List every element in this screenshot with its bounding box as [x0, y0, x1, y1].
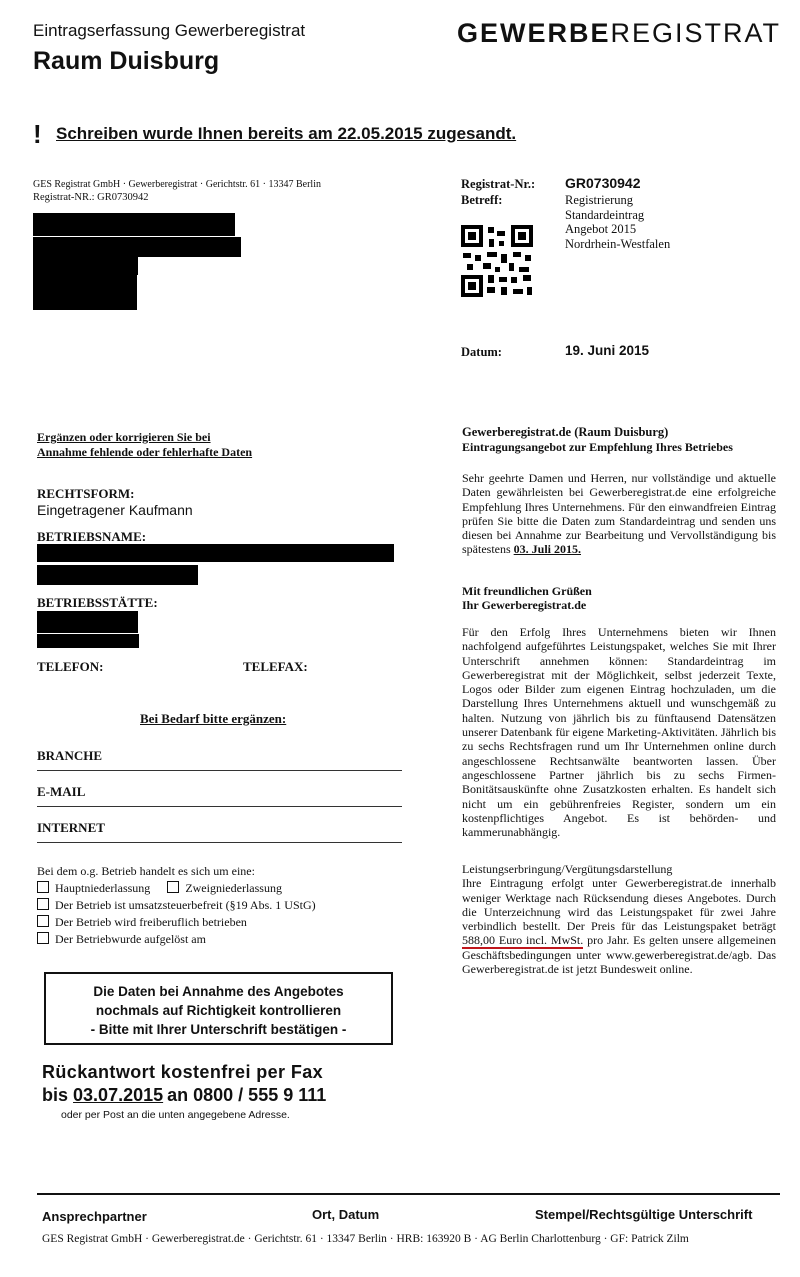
- company-footer: GES Registrat GmbH · Gewerberegistrat.de · Gerichtstr. 61 · 13347 Berlin · HRB: 163920 B · AG Berlin Charlottenburg · GF: Patrick Zilm: [42, 1233, 689, 1245]
- verify-line-2: nochmals auf Richtigkeit kontrollieren: [95, 1003, 342, 1018]
- correct-instruction-2: Annahme fehlende oder fehlerhafte Daten: [37, 445, 253, 459]
- fax-deadline: 03.07.2015: [73, 1085, 164, 1105]
- correct-instruction-1: Ergänzen oder korrigieren Sie bei: [37, 430, 211, 444]
- fax-number-line: [42, 1085, 326, 1106]
- sender-registrat-nr: Registrat-NR.: GR0730942: [33, 192, 149, 203]
- letter-paragraph-2: Für den Erfolg Ihres Unternehmens bieten wir Ihnen nachfolgend aufgeführtes Leistungspaket, welches Sie mit Ihrer Unterschrift annehmen können: Standardeintrag im Gewerberegistrat mit der Möglichkeit, selbst jederzeit Texte, Logos oder Bilder zum eigenen Eintrag hochzuladen, um die Darstellung Ihres Unternehmens aktuell und wunschgemäß zu halten. Nutzung von jährlich bis zu fünftausend Datensätzen unserer Datenbank für eigene Marketing-Aktivitäten. Jährlich bis zu sechs Rechtsfragen rund um Ihr Unternehmen online durch angeschlossene Rechtsanwälte beantworten lassen. Über angeschlossene Partner jährlich bis zu sechs Firmen-Bonitätsauskünfte ohne Zusatzkosten erhalten. Es handelt sich nicht um ein gebührenfreies Register, sondern um ein kostenpflichtiges Angebot. Es ist behörden- und kammerunabhängig.: [462, 625, 776, 840]
- redacted-address-4: [33, 275, 137, 310]
- price-highlight: 588,00 Euro incl. MwSt.: [462, 933, 584, 948]
- redacted-betriebsname-2: [37, 565, 198, 585]
- zweigniederlassung-label: Zweigniederlassung: [185, 881, 282, 895]
- ort-datum-label: Ort, Datum: [312, 1207, 380, 1222]
- form-subtitle: Eintragserfassung Gewerberegistrat: [33, 21, 306, 40]
- hauptniederlassung-label: Hauptniederlassung: [55, 881, 151, 895]
- brand-logo: [457, 18, 781, 49]
- letter-heading-2: Eintragungsangebot zur Empfehlung Ihres Betriebes: [462, 440, 733, 454]
- letter-deadline: 03. Juli 2015.: [513, 542, 581, 557]
- betreff-line: Registrierung: [565, 193, 634, 207]
- datum-label: Datum:: [461, 345, 502, 359]
- notice-text: Schreiben wurde Ihnen bereits am 22.05.2015 zugesandt.: [56, 124, 517, 143]
- leistung-text: Ihre Eintragung erfolgt unter Gewerberegistrat.de innerhalb weniger Werktage nach Rücksendung dieses Angebotes. Durch die Unterzeichnung wird das Leistungspaket für zwei Jahre verbindlich bestellt. Der Preis für das Leistungspaket beträgt: [462, 876, 776, 934]
- steuerfrei-checkbox[interactable]: [37, 898, 49, 910]
- redacted-betriebsstaette-2: [37, 634, 139, 648]
- letter-paragraph-3: [462, 862, 776, 976]
- rechtsform-label: RECHTSFORM:: [37, 486, 135, 501]
- verify-data-box: [44, 972, 393, 1045]
- ansprechpartner-label: Ansprechpartner: [42, 1209, 147, 1224]
- greeting-2: Ihr Gewerberegistrat.de: [462, 598, 587, 612]
- signature-line[interactable]: [37, 1193, 780, 1195]
- redacted-address-3: [33, 257, 138, 275]
- internet-label: INTERNET: [37, 820, 105, 835]
- email-line[interactable]: [37, 806, 402, 807]
- telefax-label: TELEFAX:: [243, 659, 308, 674]
- betreff-line: Angebot 2015: [565, 222, 637, 236]
- redacted-address-2: [33, 237, 241, 257]
- letter-paragraph-1: [462, 471, 776, 557]
- freiberuflich-checkbox[interactable]: [37, 915, 49, 927]
- freiberuflich-label: Der Betrieb wird freiberuflich betrieben: [55, 915, 247, 929]
- steuerfrei-row: [37, 898, 316, 913]
- stempel-label: Stempel/Rechtsgültige Unterschrift: [535, 1207, 753, 1222]
- fax-post-note: oder per Post an die unten angegebene Adresse.: [61, 1109, 290, 1121]
- betriebsstaette-label: BETRIEBSSTÄTTE:: [37, 595, 158, 610]
- redacted-betriebsstaette-1: [37, 611, 138, 633]
- leistung-title: Leistungserbringung/Vergütungsdarstellung: [462, 862, 673, 876]
- internet-line[interactable]: [37, 842, 402, 843]
- registrat-nr-label: Registrat-Nr.:: [461, 177, 536, 191]
- registrat-nr-value: GR0730942: [565, 175, 641, 191]
- region-title: Raum Duisburg: [33, 47, 220, 75]
- betreff-line: Standardeintrag: [565, 207, 645, 222]
- brand-light: REGISTRAT: [610, 18, 782, 48]
- brand-bold: GEWERBE: [457, 18, 611, 48]
- betreff-label: Betreff:: [461, 193, 503, 207]
- redacted-address-1: [33, 213, 235, 236]
- fax-heading: Rückantwort kostenfrei per Fax: [42, 1062, 324, 1082]
- letter-heading-1: Gewerberegistrat.de (Raum Duisburg): [462, 425, 669, 439]
- rechtsform-value: Eingetragener Kaufmann: [37, 502, 193, 518]
- steuerfrei-label: Der Betrieb ist umsatzsteuerbefreit (§19 Abs. 1 UStG): [55, 898, 316, 912]
- freiberuflich-row: [37, 915, 247, 930]
- fax-number: an 0800 / 555 9 111: [167, 1085, 327, 1105]
- verify-line-3: - Bitte mit Ihrer Unterschrift bestätigen -: [90, 1022, 347, 1037]
- qr-code: [461, 225, 533, 297]
- letter-paragraph-1-text: Sehr geehrte Damen und Herren, nur vollständige und aktuelle Daten gewährleisten bei Gewerberegistrat.de eine erfolgreiche Empfehlung Ihres Unternehmens. Für den einwandfreien Eintrag prüfen Sie bitte die Daten zum Standardeintrag und senden uns diesen bei Annahme zur Bearbeitung und Vervollständigung bis spätestens: [462, 471, 776, 557]
- branche-label: BRANCHE: [37, 748, 103, 763]
- telefon-label: TELEFON:: [37, 659, 104, 674]
- hauptniederlassung-checkbox[interactable]: [37, 881, 49, 893]
- niederlassung-row: [37, 881, 282, 896]
- aufgeloest-checkbox[interactable]: [37, 932, 49, 944]
- greeting-1: Mit freundlichen Grüßen: [462, 584, 592, 598]
- zweigniederlassung-checkbox[interactable]: [167, 881, 179, 893]
- bedarf-heading: Bei Bedarf bitte ergänzen:: [140, 711, 287, 726]
- email-label: E-MAIL: [37, 784, 86, 799]
- sender-line: GES Registrat GmbH · Gewerberegistrat · Gerichtstr. 61 · 13347 Berlin: [33, 179, 321, 190]
- redacted-betriebsname-1: [37, 544, 394, 562]
- betreff-line: Nordrhein-Westfalen: [565, 236, 671, 251]
- notice-exclamation: !: [33, 119, 42, 149]
- fax-bis: bis: [42, 1085, 69, 1105]
- betriebsname-label: BETRIEBSNAME:: [37, 529, 147, 544]
- betreff-lines: [565, 193, 670, 251]
- aufgeloest-label: Der Betriebwurde aufgelöst am: [55, 932, 206, 946]
- branche-line[interactable]: [37, 770, 402, 771]
- aufgeloest-row: [37, 932, 206, 947]
- leistung-text-end: pro Jahr. Es gelten unsere allgemeinen Geschäftsbedingungen unter www.gewerberegistrat.de/agb. Das Gewerberegistrat.de ist jetzt Bundesweit online.: [462, 933, 777, 977]
- verify-line-1: Die Daten bei Annahme des Angebotes: [93, 984, 344, 999]
- betrieb-intro: Bei dem o.g. Betrieb handelt es sich um eine:: [37, 864, 255, 878]
- datum-value: 19. Juni 2015: [565, 343, 650, 358]
